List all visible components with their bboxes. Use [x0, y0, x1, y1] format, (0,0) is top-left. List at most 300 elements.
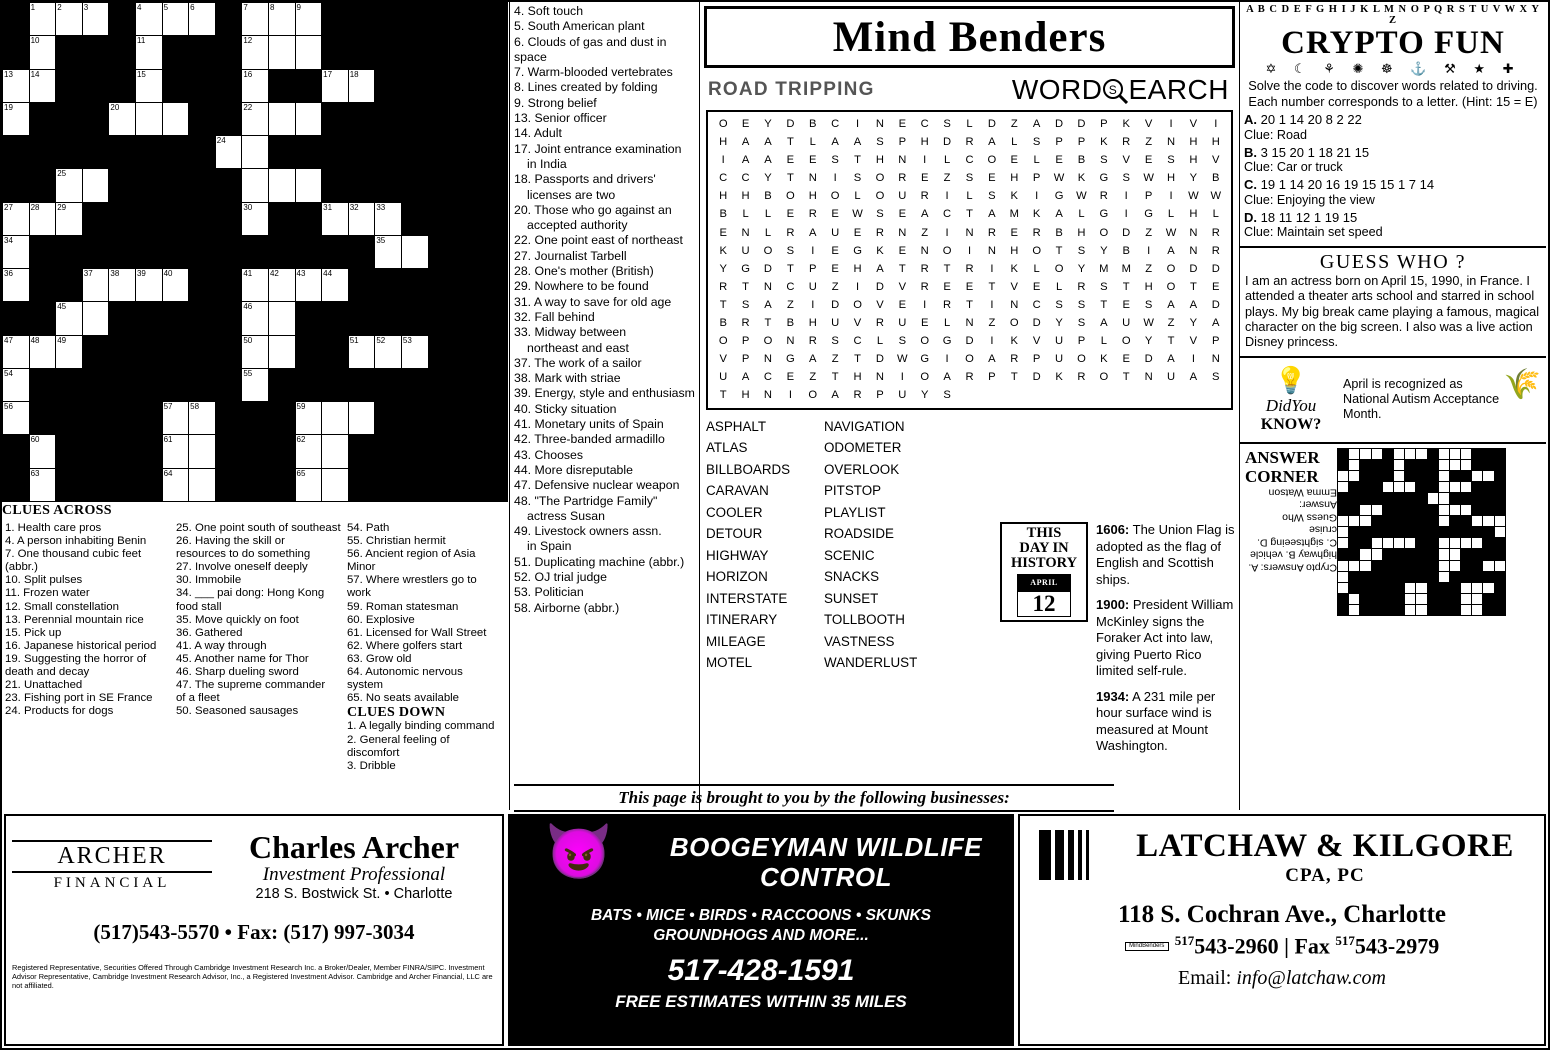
- wordsearch-letter[interactable]: A: [1167, 353, 1175, 366]
- wordsearch-letter[interactable]: Y: [1144, 335, 1153, 348]
- wordsearch-letter[interactable]: N: [987, 244, 996, 257]
- wordsearch-letter[interactable]: L: [1100, 335, 1107, 348]
- wordsearch-letter[interactable]: Z: [921, 226, 929, 239]
- crossword-cell[interactable]: [268, 36, 295, 69]
- crossword-cell[interactable]: 38: [109, 269, 136, 302]
- wordsearch-letter[interactable]: T: [764, 317, 772, 330]
- wordsearch-letter[interactable]: U: [898, 317, 907, 330]
- wordsearch-letter[interactable]: D: [943, 136, 952, 149]
- wordsearch-letter[interactable]: O: [1077, 353, 1086, 366]
- wordsearch-letter[interactable]: T: [854, 154, 861, 167]
- crossword-cell[interactable]: 55: [242, 368, 269, 401]
- wordsearch-letter[interactable]: I: [1124, 208, 1128, 221]
- crossword-cell[interactable]: 50: [242, 335, 269, 368]
- ad-latchaw-kilgore[interactable]: [1018, 814, 1546, 1046]
- wordsearch-letter[interactable]: N: [920, 244, 929, 257]
- wordsearch-letter[interactable]: D: [1032, 371, 1041, 384]
- wordsearch-letter[interactable]: N: [808, 172, 817, 185]
- wordsearch-letter[interactable]: S: [876, 208, 884, 221]
- wordsearch-letter[interactable]: I: [1214, 118, 1218, 130]
- wordsearch-letter[interactable]: B: [1212, 172, 1220, 185]
- wordsearch-letter[interactable]: W: [1076, 190, 1087, 203]
- wordsearch-letter[interactable]: U: [1055, 353, 1064, 366]
- wordsearch-letter[interactable]: K: [1100, 136, 1108, 149]
- wordsearch-letter[interactable]: U: [831, 317, 840, 330]
- wordsearch-letter[interactable]: L: [1078, 208, 1085, 221]
- crossword-grid[interactable]: [2, 2, 508, 502]
- crossword-cell[interactable]: 14: [29, 69, 56, 102]
- wordsearch-letter[interactable]: U: [1122, 317, 1131, 330]
- wordsearch-letter[interactable]: S: [786, 244, 795, 257]
- wordsearch-letter[interactable]: R: [965, 371, 974, 384]
- wordsearch-letter[interactable]: O: [1166, 262, 1176, 275]
- crossword-cell[interactable]: 33: [375, 202, 402, 235]
- wordsearch-letter[interactable]: A: [920, 208, 929, 221]
- wordsearch-letter[interactable]: R: [1211, 226, 1220, 239]
- crossword-cell[interactable]: [322, 468, 349, 501]
- crossword-cell[interactable]: 31: [322, 202, 349, 235]
- wordsearch-letter[interactable]: I: [1124, 190, 1128, 203]
- wordsearch-letter[interactable]: C: [853, 335, 862, 348]
- wordsearch-letter[interactable]: I: [833, 172, 837, 185]
- wordsearch-letter[interactable]: Y: [1189, 172, 1198, 185]
- wordsearch-letter[interactable]: L: [854, 190, 861, 203]
- crossword-cell[interactable]: [242, 136, 269, 169]
- wordsearch-letter[interactable]: N: [763, 389, 773, 402]
- wordsearch-letter[interactable]: R: [741, 317, 750, 330]
- wordsearch-letter[interactable]: T: [1010, 371, 1018, 384]
- wordsearch-letter[interactable]: B: [809, 118, 817, 130]
- wordsearch-letter[interactable]: Z: [1145, 226, 1153, 239]
- wordsearch-letter[interactable]: G: [853, 244, 862, 257]
- crossword-cell[interactable]: 18: [348, 69, 375, 102]
- wordsearch-letter[interactable]: L: [966, 118, 973, 130]
- crossword-cell[interactable]: 47: [3, 335, 30, 368]
- crossword-cell[interactable]: [82, 169, 109, 202]
- crossword-cell[interactable]: 40: [162, 269, 189, 302]
- wordsearch-letter[interactable]: I: [1147, 244, 1151, 257]
- wordsearch-letter[interactable]: O: [718, 118, 728, 130]
- wordsearch-letter[interactable]: E: [831, 262, 839, 275]
- wordsearch-letter[interactable]: S: [831, 154, 839, 167]
- crossword-cell[interactable]: 30: [242, 202, 269, 235]
- wordsearch-letter[interactable]: S: [853, 172, 862, 185]
- wordsearch-letter[interactable]: A: [764, 136, 772, 149]
- crossword-cell[interactable]: 48: [29, 335, 56, 368]
- crossword-cell[interactable]: 51: [348, 335, 375, 368]
- wordsearch-letter[interactable]: G: [1099, 208, 1109, 221]
- wordsearch-letter[interactable]: H: [1189, 208, 1198, 221]
- wordsearch-letter[interactable]: H: [853, 371, 862, 384]
- wordsearch-letter[interactable]: T: [1122, 371, 1130, 384]
- wordsearch-letter[interactable]: S: [898, 335, 907, 348]
- wordsearch-letter[interactable]: I: [990, 298, 994, 311]
- wordsearch-letter[interactable]: O: [1121, 335, 1131, 348]
- wordsearch-letter[interactable]: A: [876, 262, 884, 275]
- wordsearch-letter[interactable]: A: [1212, 317, 1220, 330]
- wordsearch-letter[interactable]: T: [1189, 280, 1197, 293]
- wordsearch-grid[interactable]: [712, 115, 1227, 405]
- crossword-cell[interactable]: 63: [29, 468, 56, 501]
- wordsearch-letter[interactable]: S: [1212, 371, 1220, 384]
- crossword-cell[interactable]: 56: [3, 402, 30, 435]
- crossword-cell[interactable]: 54: [3, 368, 30, 401]
- crossword-cell[interactable]: 53: [401, 335, 428, 368]
- wordsearch-letter[interactable]: I: [990, 262, 994, 275]
- wordsearch-letter[interactable]: C: [831, 118, 840, 130]
- wordsearch-letter[interactable]: D: [1189, 262, 1198, 275]
- wordsearch-letter[interactable]: L: [742, 208, 749, 221]
- wordsearch-letter[interactable]: Z: [809, 371, 817, 384]
- wordsearch-letter[interactable]: E: [898, 244, 907, 257]
- wordsearch-letter[interactable]: O: [718, 335, 728, 348]
- wordsearch-letter[interactable]: E: [1055, 154, 1063, 167]
- wordsearch-letter[interactable]: T: [719, 298, 727, 311]
- wordsearch-letter[interactable]: T: [988, 280, 996, 293]
- wordsearch-letter[interactable]: V: [1010, 280, 1018, 293]
- wordsearch-letter[interactable]: S: [943, 389, 951, 402]
- wordsearch-letter[interactable]: E: [831, 208, 839, 221]
- wordsearch-letter[interactable]: I: [788, 389, 792, 402]
- wordsearch-letter[interactable]: L: [1212, 208, 1219, 221]
- wordsearch-letter[interactable]: O: [763, 335, 773, 348]
- wordsearch-letter[interactable]: A: [988, 136, 996, 149]
- crossword-cell[interactable]: 8: [268, 3, 295, 36]
- wordsearch-letter[interactable]: Z: [1145, 262, 1153, 275]
- wordsearch-letter[interactable]: A: [1189, 298, 1198, 311]
- wordsearch-letter[interactable]: E: [719, 226, 727, 239]
- wordsearch-letter[interactable]: D: [1211, 298, 1220, 311]
- crossword-cell[interactable]: 44: [322, 269, 349, 302]
- wordsearch-letter[interactable]: A: [1167, 298, 1175, 311]
- wordsearch-letter[interactable]: B: [1077, 154, 1086, 167]
- wordsearch-letter[interactable]: G: [1144, 208, 1153, 221]
- wordsearch-letter[interactable]: B: [764, 190, 772, 203]
- crossword-cell[interactable]: 45: [56, 302, 83, 335]
- wordsearch-letter[interactable]: T: [943, 262, 951, 275]
- wordsearch-letter[interactable]: D: [1055, 118, 1064, 130]
- wordsearch-letter[interactable]: K: [719, 244, 727, 257]
- wordsearch-letter[interactable]: G: [920, 353, 930, 366]
- crossword-cell[interactable]: 16: [242, 69, 269, 102]
- wordsearch-letter[interactable]: E: [1010, 154, 1018, 167]
- wordsearch-letter[interactable]: L: [764, 226, 772, 239]
- crossword-cell[interactable]: [268, 169, 295, 202]
- crossword-cell[interactable]: 24: [215, 136, 242, 169]
- wordsearch-letter[interactable]: Z: [1010, 118, 1018, 130]
- wordsearch-letter[interactable]: V: [1144, 118, 1153, 130]
- wordsearch-letter[interactable]: P: [741, 353, 750, 366]
- wordsearch-letter[interactable]: L: [1055, 280, 1063, 293]
- wordsearch-letter[interactable]: Z: [988, 317, 996, 330]
- crossword-cell[interactable]: [322, 402, 349, 435]
- wordsearch-letter[interactable]: I: [923, 298, 927, 311]
- crossword-cell[interactable]: 28: [29, 202, 56, 235]
- crossword-cell[interactable]: 59: [295, 402, 322, 435]
- wordsearch-letter[interactable]: E: [1212, 280, 1220, 293]
- wordsearch-letter[interactable]: N: [1189, 244, 1198, 257]
- wordsearch-letter[interactable]: T: [966, 298, 973, 311]
- wordsearch-letter[interactable]: O: [875, 190, 885, 203]
- wordsearch-letter[interactable]: A: [764, 298, 772, 311]
- wordsearch-letter[interactable]: C: [943, 208, 952, 221]
- wordsearch-letter[interactable]: U: [898, 190, 907, 203]
- wordsearch-letter[interactable]: E: [1122, 298, 1130, 311]
- wordsearch-letter[interactable]: L: [764, 208, 772, 221]
- wordsearch-letter[interactable]: Y: [1189, 317, 1198, 330]
- crossword-cell[interactable]: [295, 36, 322, 69]
- wordsearch-letter[interactable]: L: [943, 317, 951, 330]
- wordsearch-letter[interactable]: S: [1077, 317, 1086, 330]
- wordsearch-letter[interactable]: E: [965, 280, 974, 293]
- crossword-cell[interactable]: [295, 102, 322, 135]
- wordsearch-letter[interactable]: T: [786, 262, 794, 275]
- wordsearch-letter[interactable]: E: [943, 280, 951, 293]
- wordsearch-letter[interactable]: A: [764, 154, 772, 167]
- wordsearch-letter[interactable]: N: [965, 317, 974, 330]
- wordsearch-letter[interactable]: N: [875, 118, 884, 130]
- wordsearch-letter[interactable]: H: [1010, 172, 1019, 185]
- crossword-cell[interactable]: 35: [375, 235, 402, 268]
- wordsearch-letter[interactable]: A: [809, 226, 817, 239]
- wordsearch-letter[interactable]: R: [786, 226, 795, 239]
- crossword-cell[interactable]: 6: [189, 3, 216, 36]
- crossword-cell[interactable]: [322, 435, 349, 468]
- wordsearch-letter[interactable]: D: [1144, 353, 1153, 366]
- wordsearch-letter[interactable]: Y: [764, 172, 772, 185]
- wordsearch-letter[interactable]: N: [786, 335, 795, 348]
- crossword-cell[interactable]: [189, 468, 216, 501]
- wordsearch-letter[interactable]: U: [808, 280, 817, 293]
- wordsearch-letter[interactable]: N: [741, 226, 750, 239]
- wordsearch-letter[interactable]: S: [988, 190, 996, 203]
- wordsearch-letter[interactable]: S: [965, 172, 974, 185]
- wordsearch-letter[interactable]: P: [988, 371, 996, 384]
- latchaw-email[interactable]: [1020, 967, 1544, 990]
- wordsearch-letter[interactable]: V: [1212, 154, 1220, 167]
- wordsearch-letter[interactable]: I: [900, 371, 904, 384]
- wordsearch-letter[interactable]: A: [988, 208, 996, 221]
- wordsearch-letter[interactable]: K: [1055, 371, 1063, 384]
- wordsearch-letter[interactable]: H: [1144, 280, 1153, 293]
- wordsearch-letter[interactable]: S: [1077, 244, 1086, 257]
- wordsearch-letter[interactable]: S: [1100, 154, 1108, 167]
- wordsearch-letter[interactable]: L: [1167, 208, 1175, 221]
- wordsearch-letter[interactable]: A: [741, 136, 750, 149]
- wordsearch-letter[interactable]: A: [831, 389, 839, 402]
- wordsearch-letter[interactable]: O: [830, 190, 840, 203]
- crossword-cell[interactable]: 46: [242, 302, 269, 335]
- wordsearch-letter[interactable]: R: [965, 136, 974, 149]
- wordsearch-letter[interactable]: L: [966, 190, 973, 203]
- crossword-cell[interactable]: 42: [268, 269, 295, 302]
- wordsearch-letter[interactable]: N: [875, 371, 884, 384]
- wordsearch-letter[interactable]: I: [945, 226, 949, 239]
- wordsearch-letter[interactable]: R: [920, 280, 929, 293]
- wordsearch-letter[interactable]: P: [1032, 172, 1041, 185]
- wordsearch-letter[interactable]: N: [1189, 226, 1198, 239]
- wordsearch-letter[interactable]: N: [898, 226, 907, 239]
- boogeyman-phone[interactable]: 517-428-1591: [667, 954, 855, 987]
- wordsearch-letter[interactable]: Y: [920, 389, 929, 402]
- wordsearch-letter[interactable]: R: [987, 226, 996, 239]
- wordsearch-letter[interactable]: N: [1211, 353, 1220, 366]
- wordsearch-letter[interactable]: P: [741, 335, 750, 348]
- wordsearch-letter[interactable]: A: [1167, 244, 1175, 257]
- crossword-cell[interactable]: 19: [3, 102, 30, 135]
- wordsearch-letter[interactable]: S: [741, 298, 750, 311]
- crossword-cell[interactable]: 64: [162, 468, 189, 501]
- wordsearch-letter[interactable]: L: [809, 136, 816, 149]
- wordsearch-letter[interactable]: T: [1100, 298, 1108, 311]
- wordsearch-letter[interactable]: L: [1011, 136, 1018, 149]
- wordsearch-letter[interactable]: M: [1009, 208, 1019, 221]
- wordsearch-letter[interactable]: E: [920, 172, 929, 185]
- wordsearch-letter[interactable]: P: [898, 136, 907, 149]
- wordsearch-letter[interactable]: T: [1122, 280, 1130, 293]
- wordsearch-letter[interactable]: W: [1210, 190, 1222, 203]
- wordsearch-letter[interactable]: R: [1077, 280, 1086, 293]
- wordsearch-letter[interactable]: R: [875, 317, 884, 330]
- wordsearch-letter[interactable]: A: [988, 353, 996, 366]
- wordsearch-letter[interactable]: G: [786, 353, 795, 366]
- wordsearch-letter[interactable]: P: [1144, 190, 1153, 203]
- wordsearch-letter[interactable]: P: [809, 262, 817, 275]
- wordsearch-letter[interactable]: P: [1212, 335, 1220, 348]
- crossword-cell[interactable]: 52: [375, 335, 402, 368]
- wordsearch-letter[interactable]: V: [853, 317, 862, 330]
- wordsearch-letter[interactable]: K: [876, 244, 884, 257]
- crossword-cell[interactable]: [162, 102, 189, 135]
- wordsearch-letter[interactable]: I: [945, 190, 949, 203]
- wordsearch-letter[interactable]: O: [1009, 317, 1019, 330]
- wordsearch-letter[interactable]: A: [1100, 317, 1108, 330]
- wordsearch-letter[interactable]: S: [1032, 136, 1041, 149]
- wordsearch-letter[interactable]: I: [855, 280, 860, 293]
- crossword-cell[interactable]: [189, 435, 216, 468]
- crossword-cell[interactable]: 20: [109, 102, 136, 135]
- wordsearch-letter[interactable]: E: [898, 118, 907, 130]
- wordsearch-letter[interactable]: V: [1189, 335, 1198, 348]
- wordsearch-letter[interactable]: A: [809, 353, 817, 366]
- wordsearch-letter[interactable]: G: [942, 335, 952, 348]
- wordsearch-letter[interactable]: H: [719, 190, 728, 203]
- wordsearch-letter[interactable]: R: [943, 298, 952, 311]
- crossword-cell[interactable]: 43: [295, 269, 322, 302]
- wordsearch-letter[interactable]: V: [876, 298, 884, 311]
- crossword-cell[interactable]: 58: [189, 402, 216, 435]
- wordsearch-letter[interactable]: B: [719, 317, 727, 330]
- wordsearch-letter[interactable]: I: [1169, 190, 1173, 203]
- wordsearch-letter[interactable]: C: [1032, 298, 1041, 311]
- latchaw-phone[interactable]: [1175, 933, 1439, 959]
- wordsearch-letter[interactable]: R: [808, 208, 817, 221]
- crossword-cell[interactable]: 7: [242, 3, 269, 36]
- wordsearch-letter[interactable]: D: [786, 118, 795, 130]
- wordsearch-letter[interactable]: S: [1167, 154, 1175, 167]
- wordsearch-letter[interactable]: D: [965, 335, 974, 348]
- wordsearch-letter[interactable]: T: [831, 371, 839, 384]
- wordsearch-letter[interactable]: D: [875, 280, 884, 293]
- wordsearch-letter[interactable]: I: [811, 298, 815, 311]
- wordsearch-letter[interactable]: C: [965, 154, 974, 167]
- wordsearch-letter[interactable]: G: [741, 262, 750, 275]
- wordsearch-letter[interactable]: R: [1122, 136, 1131, 149]
- crossword-cell[interactable]: [135, 102, 162, 135]
- wordsearch-letter[interactable]: O: [1166, 280, 1176, 293]
- wordsearch-letter[interactable]: R: [875, 226, 884, 239]
- crossword-cell[interactable]: 15: [135, 69, 162, 102]
- wordsearch-letter[interactable]: S: [1144, 298, 1153, 311]
- wordsearch-letter[interactable]: U: [1166, 371, 1176, 384]
- wordsearch-letter[interactable]: H: [741, 389, 750, 402]
- wordsearch-letter[interactable]: H: [741, 190, 750, 203]
- wordsearch-letter[interactable]: O: [942, 244, 952, 257]
- wordsearch-letter[interactable]: K: [1010, 190, 1018, 203]
- crossword-cell[interactable]: 9: [295, 3, 322, 36]
- wordsearch-letter[interactable]: T: [742, 280, 749, 293]
- wordsearch-letter[interactable]: M: [1099, 262, 1109, 275]
- wordsearch-letter[interactable]: S: [1077, 298, 1086, 311]
- wordsearch-letter[interactable]: N: [763, 353, 773, 366]
- wordsearch-letter[interactable]: R: [808, 335, 817, 348]
- wordsearch-letter[interactable]: H: [853, 262, 862, 275]
- wordsearch-letter[interactable]: T: [1167, 335, 1175, 348]
- wordsearch-letter[interactable]: I: [967, 244, 972, 257]
- wordsearch-letter[interactable]: L: [1033, 154, 1040, 167]
- wordsearch-letter[interactable]: K: [1032, 208, 1041, 221]
- wordsearch-letter[interactable]: T: [898, 262, 906, 275]
- crossword-cell[interactable]: 29: [56, 202, 83, 235]
- wordsearch-letter[interactable]: Z: [831, 280, 839, 293]
- wordsearch-letter[interactable]: Y: [1100, 244, 1108, 257]
- ad-archer-financial[interactable]: [4, 814, 504, 1046]
- wordsearch-letter[interactable]: L: [943, 154, 951, 167]
- wordsearch-letter[interactable]: H: [808, 317, 817, 330]
- wordsearch-letter[interactable]: V: [1189, 118, 1198, 130]
- wordsearch-letter[interactable]: K: [1010, 335, 1018, 348]
- wordsearch-letter[interactable]: O: [1032, 244, 1042, 257]
- crossword-cell[interactable]: 61: [162, 435, 189, 468]
- wordsearch-letter[interactable]: R: [1010, 353, 1019, 366]
- wordsearch-letter[interactable]: M: [1121, 262, 1131, 275]
- wordsearch-letter[interactable]: D: [763, 262, 773, 275]
- wordsearch-letter[interactable]: N: [763, 280, 773, 293]
- wordsearch-letter[interactable]: Y: [764, 118, 772, 130]
- wordsearch-letter[interactable]: R: [1077, 371, 1086, 384]
- wordsearch-letter[interactable]: I: [811, 244, 815, 257]
- wordsearch-letter[interactable]: A: [1032, 118, 1041, 130]
- wordsearch-letter[interactable]: C: [719, 172, 728, 185]
- crossword-cell[interactable]: 1: [29, 3, 56, 36]
- crossword-cell[interactable]: 62: [295, 435, 322, 468]
- wordsearch-letter[interactable]: H: [1010, 244, 1019, 257]
- wordsearch-letter[interactable]: U: [831, 226, 840, 239]
- wordsearch-letter[interactable]: V: [898, 280, 907, 293]
- wordsearch-letter[interactable]: P: [1077, 335, 1086, 348]
- wordsearch-letter[interactable]: O: [920, 335, 930, 348]
- wordsearch-letter[interactable]: A: [831, 136, 839, 149]
- wordsearch-letter[interactable]: A: [853, 136, 862, 149]
- wordsearch-letter[interactable]: W: [852, 208, 863, 221]
- wordsearch-letter[interactable]: V: [719, 353, 727, 366]
- wordsearch-letter[interactable]: N: [898, 154, 907, 167]
- wordsearch-letter[interactable]: E: [741, 118, 750, 130]
- wordsearch-letter[interactable]: E: [1144, 154, 1153, 167]
- wordsearch-letter[interactable]: P: [1055, 136, 1063, 149]
- wordsearch-letter[interactable]: R: [719, 280, 728, 293]
- wordsearch-letter[interactable]: W: [1143, 172, 1154, 185]
